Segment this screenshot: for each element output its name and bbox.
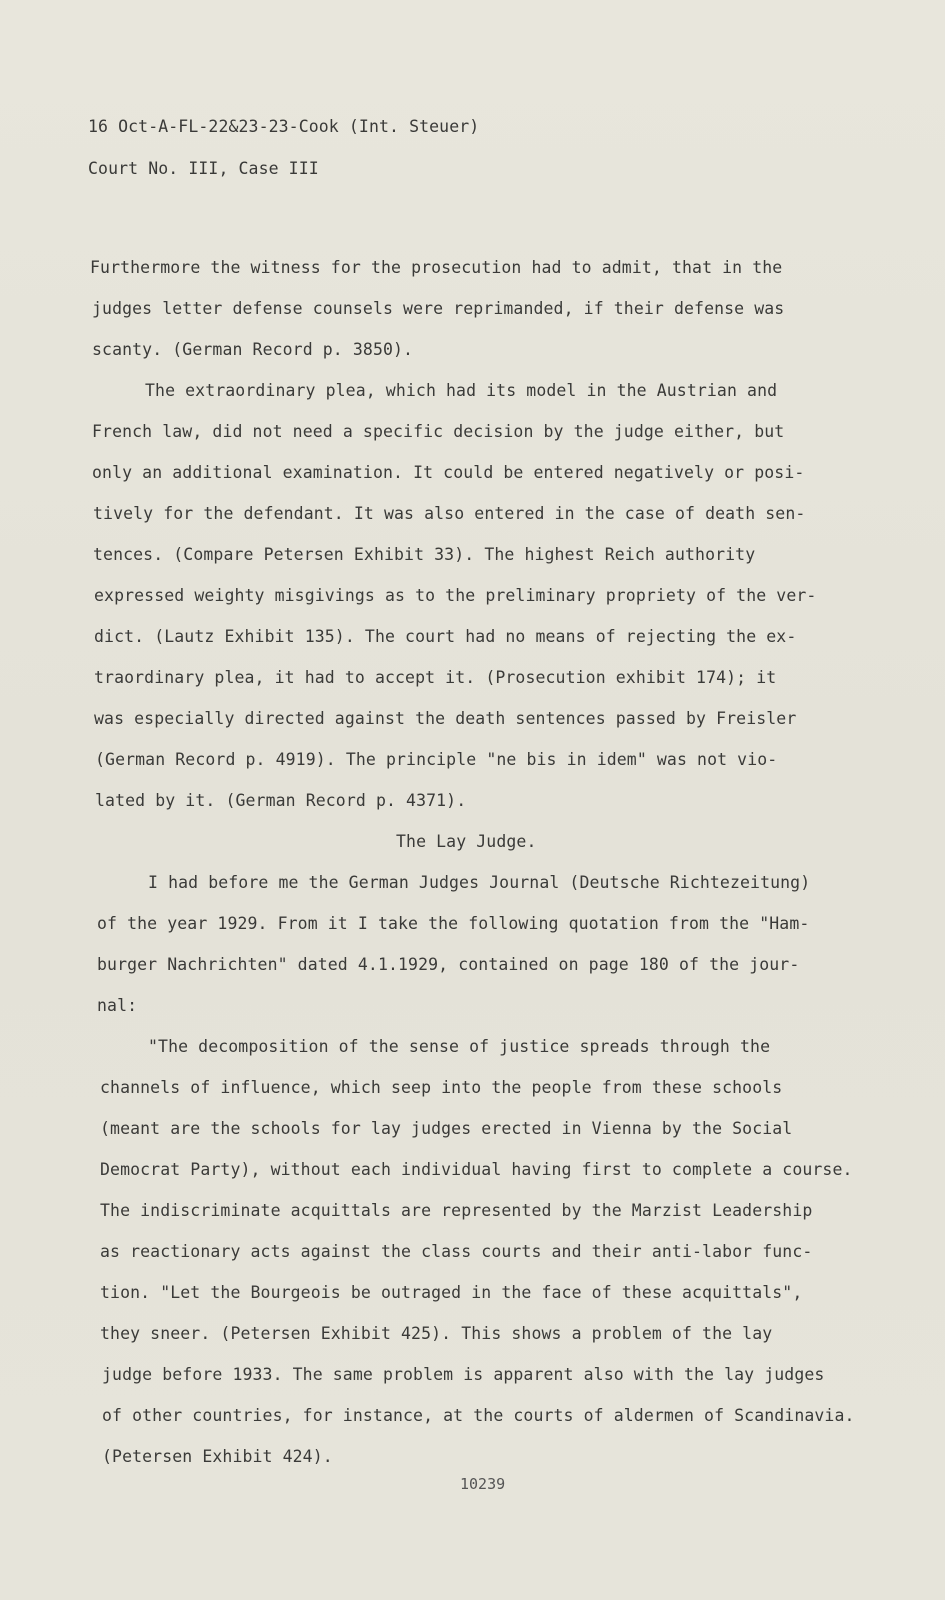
text-line: of the year 1929. From it I take the following quotation from the "Ham- xyxy=(97,914,810,933)
text-line: (German Record p. 4919). The principle "ne bis in idem" was not vio- xyxy=(95,750,778,769)
text-line: was especially directed against the death sentences passed by Freisler xyxy=(94,709,797,728)
text-line: scanty. (German Record p. 3850). xyxy=(92,340,414,359)
text-line: "The decomposition of the sense of justice spreads through the xyxy=(148,1037,771,1056)
text-line: channels of influence, which seep into the people from these schools xyxy=(100,1078,783,1097)
text-line: dict. (Lautz Exhibit 135). The court had no means of rejecting the ex- xyxy=(94,627,797,646)
text-line: lated by it. (German Record p. 4371). xyxy=(95,791,467,810)
text-line: French law, did not need a specific decision by the judge either, but xyxy=(92,422,785,441)
text-line: nal: xyxy=(97,996,138,1015)
text-line: I had before me the German Judges Journal (Deutsche Richtezeitung) xyxy=(148,873,811,892)
page-number: 10239 xyxy=(460,1475,506,1493)
text-line: burger Nachrichten" dated 4.1.1929, contained on page 180 of the jour- xyxy=(97,955,800,974)
text-line: Furthermore the witness for the prosecution had to admit, that in the xyxy=(90,258,783,277)
text-line: tion. "Let the Bourgeois be outraged in the face of these acquittals", xyxy=(100,1283,803,1302)
text-line: as reactionary acts against the class courts and their anti-labor func- xyxy=(100,1242,813,1261)
text-line: expressed weighty misgivings as to the preliminary propriety of the ver- xyxy=(94,586,817,605)
text-line: tively for the defendant. It was also entered in the case of death sen- xyxy=(93,504,806,523)
text-line: The extraordinary plea, which had its model in the Austrian and xyxy=(145,381,778,400)
text-line: (Petersen Exhibit 424). xyxy=(102,1447,333,1466)
text-line: The indiscriminate acquittals are represented by the Marzist Leadership xyxy=(100,1201,813,1220)
text-line: of other countries, for instance, at the courts of aldermen of Scandinavia. xyxy=(102,1406,855,1425)
text-line: traordinary plea, it had to accept it. (Prosecution exhibit 174); it xyxy=(94,668,777,687)
text-line: Democrat Party), without each individual having first to complete a course. xyxy=(100,1160,853,1179)
header-court: Court No. III, Case III xyxy=(88,159,319,178)
text-line: they sneer. (Petersen Exhibit 425). This shows a problem of the lay xyxy=(100,1324,773,1343)
text-line: judges letter defense counsels were reprimanded, if their defense was xyxy=(92,299,785,318)
header-reference: 16 Oct-A-FL-22&23-23-Cook (Int. Steuer) xyxy=(88,117,480,136)
section-heading: The Lay Judge. xyxy=(396,832,537,851)
text-line: tences. (Compare Petersen Exhibit 33). The highest Reich authority xyxy=(93,545,756,564)
text-line: only an additional examination. It could be entered negatively or posi- xyxy=(92,463,805,482)
text-line: judge before 1933. The same problem is apparent also with the lay judges xyxy=(102,1365,825,1384)
text-line: (meant are the schools for lay judges erected in Vienna by the Social xyxy=(100,1119,793,1138)
